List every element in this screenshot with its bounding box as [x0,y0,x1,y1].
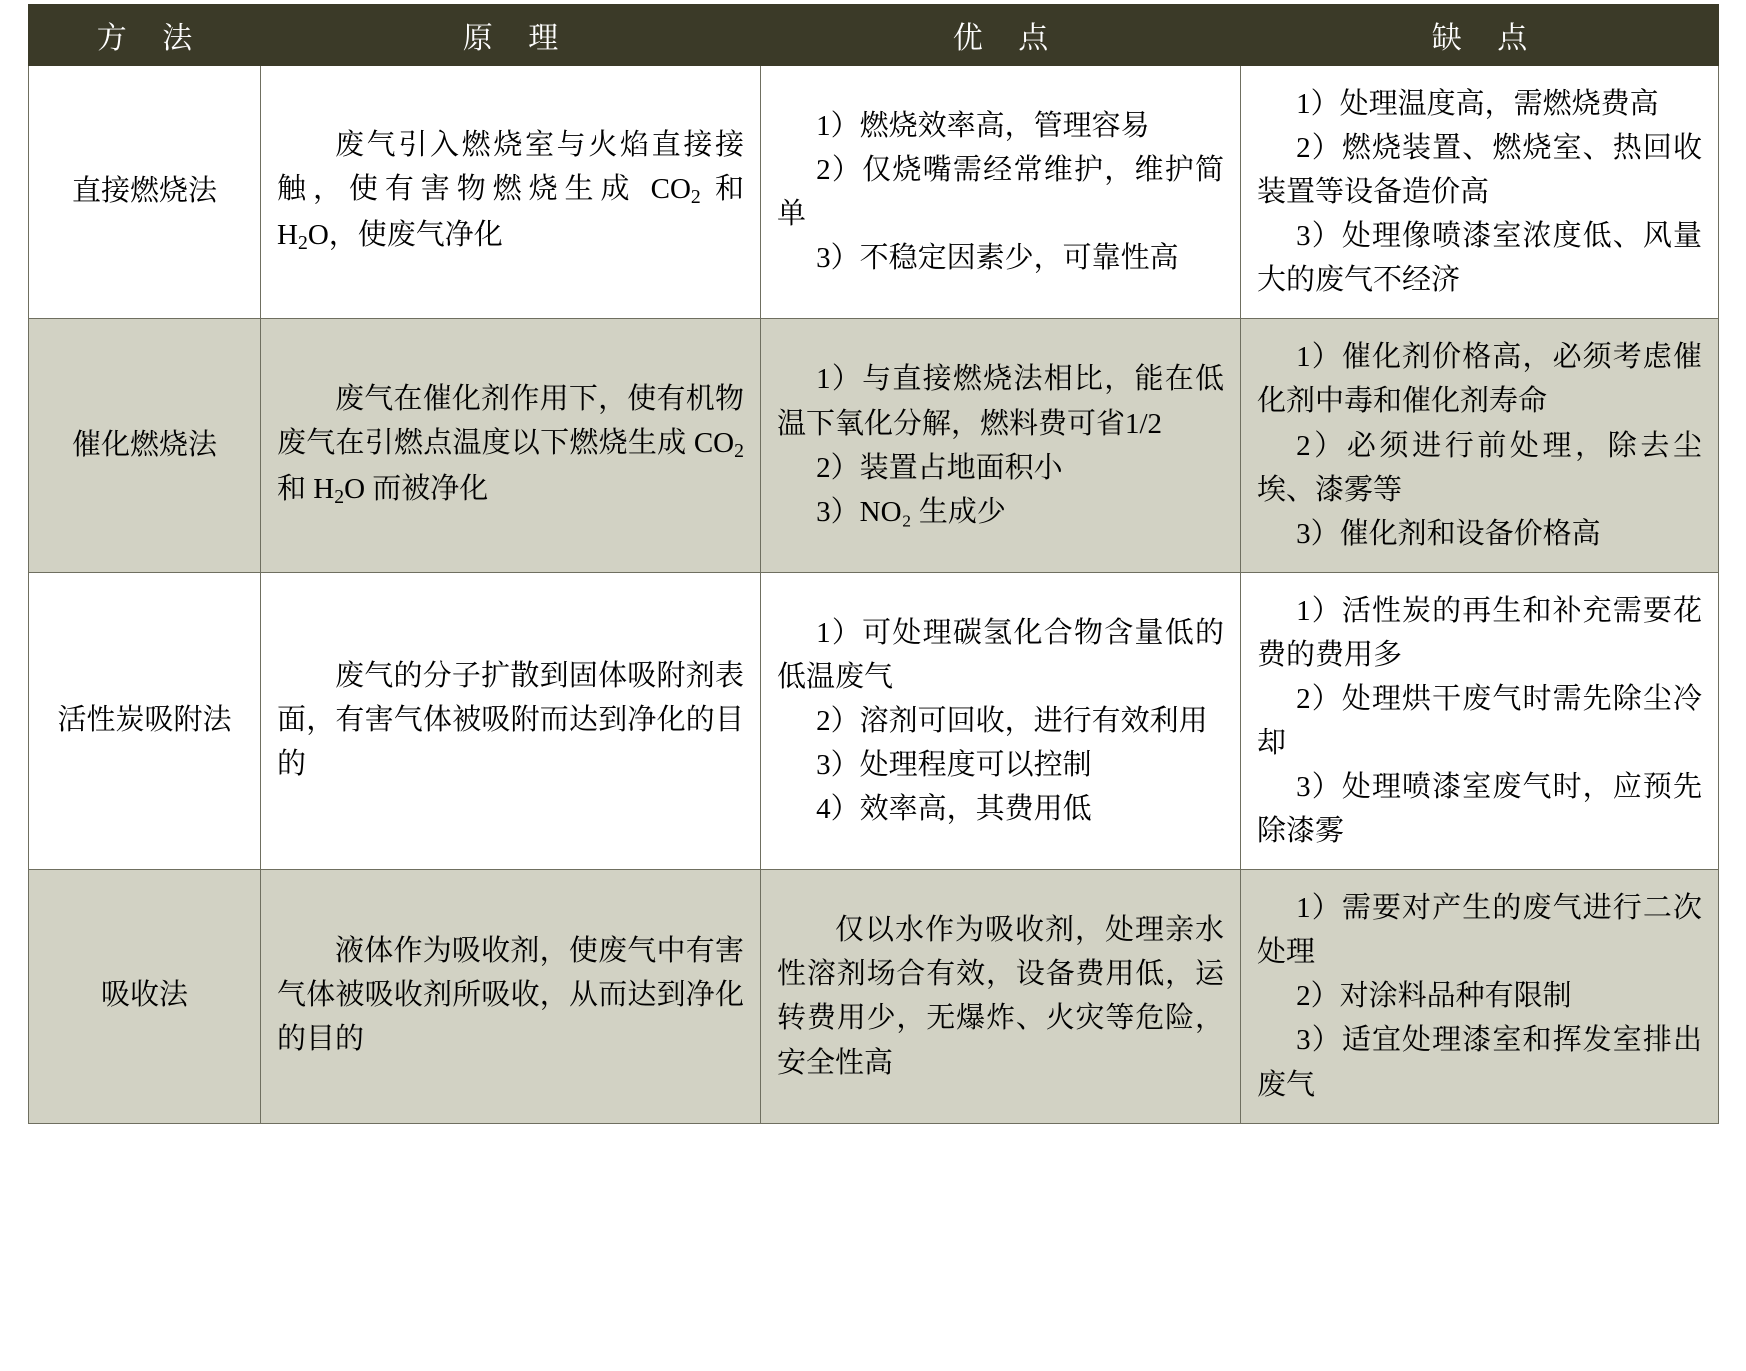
waste-gas-treatment-comparison-table [28,4,1719,1124]
chemical-subscript: 2 [334,485,345,508]
advantage-item: 2）溶剂可回收，进行有效利用 [816,704,1208,737]
table-row [29,66,1719,319]
table-row [29,319,1719,572]
document-sheet [0,4,1746,1124]
disadvantage-item: 1）需要对产生的废气进行二次处理 [1257,892,1702,969]
advantage-item: 2）装置占地面积小 [816,451,1063,484]
disadvantage-item: 2）燃烧装置、燃烧室、热回收装置等设备造价高 [1257,132,1702,209]
cell-principle: 废气在催化剂作用下，使有机物废气在引燃点温度以下燃烧生成 $CO_2$ 和 $H_2O$ 而被净化 [261,319,761,572]
disadvantage-item: 3）处理像喷漆室浓度低、风量大的废气不经济 [1257,220,1702,297]
table-row [29,870,1719,1123]
disadvantage-item: 1）催化剂价格高，必须考虑催化剂中毒和催化剂寿命 [1257,341,1702,418]
cell-advantages [761,572,1241,869]
column-header-advantages: 优 点 [761,5,1241,66]
chemical-subscript: 2 [297,232,308,255]
cell-disadvantages [1241,870,1719,1123]
advantage-item: 4）效率高，其费用低 [816,793,1092,826]
cell-advantages [761,66,1241,319]
cell-disadvantages [1241,572,1719,869]
cell-disadvantages [1241,319,1719,572]
advantage-item: 3）不稳定因素少，可靠性高 [816,242,1179,275]
cell-method: 吸收法 [29,870,261,1123]
cell-method: 直接燃烧法 [29,66,261,319]
disadvantage-item: 1）处理温度高，需燃烧费高 [1296,88,1659,120]
table-header [29,5,1719,66]
header-row [29,5,1719,66]
advantage-item: 3）NO₂ 生成少 [816,495,1006,528]
cell-principle: 液体作为吸收剂，使废气中有害气体被吸收剂所吸收，从而达到净化的目的 [261,870,761,1123]
column-header-principle: 原 理 [261,5,761,66]
disadvantage-item: 2）对涂料品种有限制 [1296,980,1572,1013]
advantage-item: 1）与直接燃烧法相比，能在低温下氧化分解，燃料费可省1/2 [777,363,1224,440]
cell-method: 催化燃烧法 [29,319,261,572]
table-body [29,66,1719,1124]
advantage-item: 3）处理程度可以控制 [816,749,1092,782]
cell-disadvantages [1241,66,1719,319]
cell-advantages [761,870,1241,1123]
chemical-subscript: 2 [690,186,701,209]
table-row [29,572,1719,869]
advantage-item: 1）燃烧效率高，管理容易 [816,110,1150,143]
disadvantage-item: 3）适宜处理漆室和挥发室排出废气 [1257,1024,1702,1101]
advantage-paragraph: 仅以水作为吸收剂，处理亲水性溶剂场合有效，设备费用低，运转费用少，无爆炸、火灾等危险，安全性高 [777,914,1224,1079]
disadvantage-item: 1）活性炭的再生和补充需要花费的费用多 [1257,594,1702,671]
disadvantage-item: 3）处理喷漆室废气时，应预先除漆雾 [1257,771,1702,848]
advantage-item: 2）仅烧嘴需经常维护，维护简单 [777,154,1224,231]
cell-advantages [761,319,1241,572]
column-header-disadvantages: 缺 点 [1241,5,1719,66]
chemical-subscript: 2 [734,439,744,462]
disadvantage-item: 3）催化剂和设备价格高 [1296,517,1601,550]
disadvantage-item: 2）必须进行前处理，除去尘埃、漆雾等 [1257,429,1702,506]
cell-method: 活性炭吸附法 [29,572,261,869]
disadvantage-item: 2）处理烘干废气时需先除尘冷却 [1257,682,1702,760]
cell-principle: 废气引入燃烧室与火焰直接接触，使有害物燃烧生成 $CO_2$ 和 $H_2O$，使废气净化 [261,66,761,319]
column-header-method: 方 法 [29,5,261,66]
cell-principle: 废气的分子扩散到固体吸附剂表面，有害气体被吸附而达到净化的目的 [261,572,761,869]
advantage-item: 1）可处理碳氢化合物含量低的低温废气 [777,616,1224,693]
